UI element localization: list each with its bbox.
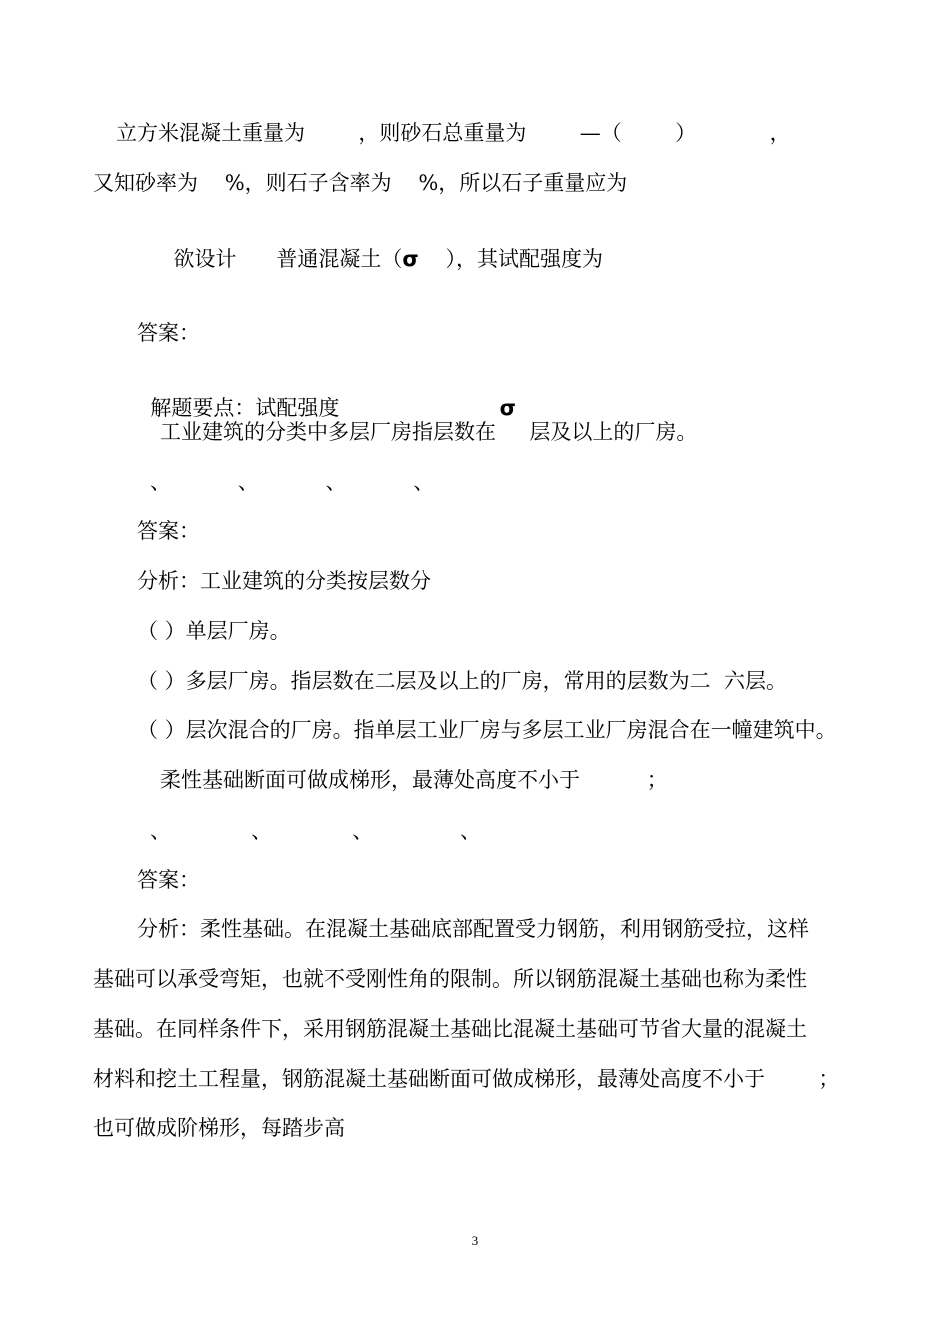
text-line-9: 分析：工业建筑的分类按层数分 <box>137 569 431 593</box>
text-line-19: 材料和挖土工程量，钢筋混凝土基础断面可做成梯形，最薄处高度不小于 ； <box>93 1067 840 1091</box>
text-line-20: 也可做成阶梯形，每踏步高 <box>93 1116 345 1140</box>
text-line-6: 工业建筑的分类中多层厂房指层数在 层及以上的厂房。 <box>160 420 698 444</box>
text-line-3-pre: 欲设计 普通混凝土（ <box>173 247 403 271</box>
text-line-16: 分析：柔性基础。在混凝土基础底部配置受力钢筋，利用钢筋受拉，这样 <box>137 917 809 941</box>
text-line-12: （ ）层次混合的厂房。指单层工业厂房与多层工业厂房混合在一幢建筑中。 <box>137 718 837 742</box>
page-number: 3 <box>471 1233 479 1248</box>
text-line-3-post: ），其试配强度为 <box>418 247 603 271</box>
text-line-18: 基础。在同样条件下，采用钢筋混凝土基础比混凝土基础可节省大量的混凝土 <box>93 1017 807 1041</box>
text-line-1: 立方米混凝土重量为 ，则砂石总重量为 —（ ） ， <box>116 121 791 145</box>
text-line-3 <box>160 220 603 272</box>
answer-label-2: 答案： <box>137 519 200 543</box>
options-line-2: 、 、 、 、 <box>150 819 481 843</box>
text-line-2: 又知砂率为 %，则石子含率为 %，所以石子重量应为 <box>93 171 628 195</box>
options-line-1: 、 、 、 、 <box>150 470 435 494</box>
text-line-5-pre: 解题要点：试配强度 <box>150 396 500 420</box>
text-line-11: （ ）多层厂房。指层数在二层及以上的厂房，常用的层数为二 六层。 <box>137 669 788 693</box>
sigma-symbol: σ <box>499 396 516 420</box>
text-line-5 <box>137 369 516 421</box>
answer-label-3: 答案： <box>137 868 200 892</box>
text-line-10: （ ）单层厂房。 <box>137 619 291 643</box>
sigma-symbol: σ <box>402 247 419 271</box>
answer-label-1: 答案： <box>137 321 200 345</box>
text-line-13: 柔性基础断面可做成梯形，最薄处高度不小于 ； <box>160 768 668 792</box>
text-line-17: 基础可以承受弯矩，也就不受刚性角的限制。所以钢筋混凝土基础也称为柔性 <box>93 967 807 991</box>
